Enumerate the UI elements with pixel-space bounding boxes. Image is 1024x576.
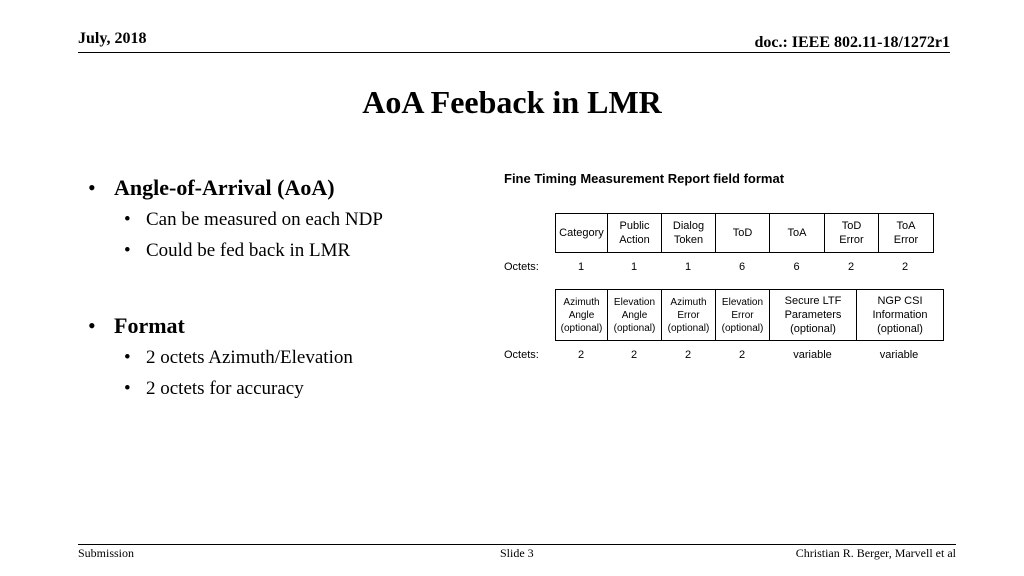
sub-bullet: • 2 octets for accuracy bbox=[88, 373, 383, 404]
field-category: Category bbox=[556, 214, 608, 252]
octet-value: 1 bbox=[577, 261, 585, 273]
footer-submission: Submission bbox=[78, 546, 135, 560]
ftm-report-diagram bbox=[500, 165, 970, 380]
field-public-action: Public Action bbox=[608, 214, 662, 252]
octet-value: variable bbox=[879, 349, 919, 361]
field-azimuth-angle: Azimuth Angle (optional) bbox=[556, 290, 608, 340]
octet-value: 2 bbox=[847, 261, 855, 273]
field-row-1 bbox=[555, 213, 934, 253]
octets-row-1 bbox=[555, 261, 932, 273]
octet-value: 6 bbox=[738, 261, 746, 273]
field-elevation-angle: Elevation Angle (optional) bbox=[608, 290, 662, 340]
sub-bullet: • 2 octets Azimuth/Elevation bbox=[88, 342, 383, 373]
field-secure-ltf-parameters: Secure LTF Parameters (optional) bbox=[770, 290, 857, 340]
field-dialog-token: Dialog Token bbox=[662, 214, 716, 252]
field-elevation-error: Elevation Error (optional) bbox=[716, 290, 770, 340]
sub-bullet: • Could be fed back in LMR bbox=[88, 235, 383, 266]
octet-value: 2 bbox=[630, 349, 638, 361]
octet-value: 1 bbox=[630, 261, 638, 273]
field-tod-error: ToD Error bbox=[825, 214, 879, 252]
field-ngp-csi-information: NGP CSI Information (optional) bbox=[872, 295, 928, 335]
slide-title: AoA Feeback in LMR bbox=[362, 84, 662, 120]
diagram-title: Fine Timing Measurement Report field format bbox=[504, 171, 785, 186]
footer-divider bbox=[78, 544, 956, 545]
octets-label: Octets: bbox=[504, 261, 539, 273]
octet-value: 2 bbox=[901, 261, 909, 273]
octet-value: 2 bbox=[738, 349, 746, 361]
header-divider bbox=[78, 52, 950, 53]
field-azimuth-error: Azimuth Error (optional) bbox=[662, 290, 716, 340]
bullet-aoa: • Angle-of-Arrival (AoA) bbox=[88, 172, 383, 204]
octet-value: 6 bbox=[793, 261, 800, 273]
field-row-2 bbox=[555, 289, 944, 341]
header-date: July, 2018 bbox=[78, 30, 147, 47]
sub-bullet: • Can be measured on each NDP bbox=[88, 204, 383, 235]
octets-label: Octets: bbox=[504, 349, 539, 361]
octet-value: 1 bbox=[684, 261, 692, 273]
field-toa: ToA bbox=[770, 214, 825, 252]
octet-value: 2 bbox=[684, 349, 692, 361]
octet-value: variable bbox=[793, 349, 832, 361]
footer-slide-number: Slide 3 bbox=[500, 546, 534, 560]
header-doc-id: doc.: IEEE 802.11-18/1272r1 bbox=[754, 34, 950, 51]
field-tod: ToD bbox=[716, 214, 770, 252]
octets-row-2 bbox=[555, 349, 942, 361]
octet-value: 2 bbox=[577, 349, 585, 361]
footer-authors: Christian R. Berger, Marvell et al bbox=[795, 546, 956, 560]
bullet-format: • Format bbox=[88, 310, 383, 342]
field-toa-error: ToA Error bbox=[893, 220, 919, 246]
bullet-list bbox=[88, 172, 383, 404]
